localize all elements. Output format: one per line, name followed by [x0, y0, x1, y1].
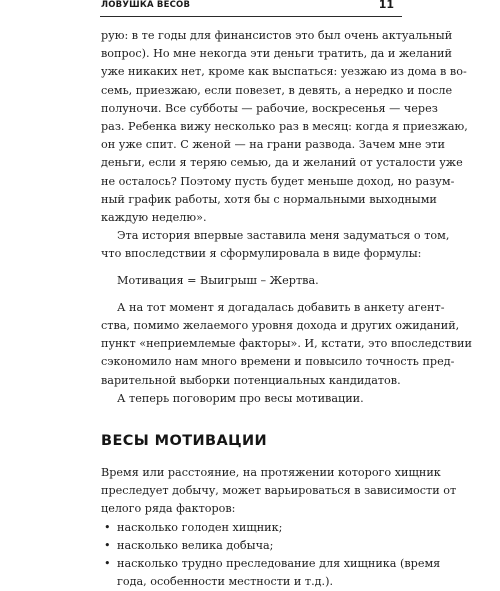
text-line: целого ряда факторов: — [101, 502, 236, 516]
text-line: рую: в те годы для финансистов это был очень актуальный — [101, 29, 453, 42]
paragraph-2 — [101, 227, 450, 263]
text-line: насколько велика добыча; — [117, 538, 274, 552]
body-text — [101, 27, 472, 591]
bullet-icon: • — [104, 538, 111, 552]
list-item — [101, 537, 403, 555]
header-rule — [100, 16, 402, 17]
text-line: А теперь поговорим про весы мотивации. — [117, 391, 364, 405]
text-line: вопрос). Но мне некогда эти деньги тратить, да и желаний — [101, 47, 452, 61]
text-line: уже никаких нет, кроме как выспаться: уезжаю из дома в во- — [101, 65, 467, 79]
text-line: что впоследствии я сформулировала в виде формулы: — [101, 247, 422, 261]
bullet-icon: • — [104, 520, 111, 534]
text-line: сэкономило нам много времени и повысило точность пред- — [101, 355, 455, 369]
list-item — [101, 519, 403, 537]
paragraph-4 — [101, 390, 403, 408]
text-line: семь, приезжаю, если повезет, в девять, а нередко и после — [101, 83, 453, 97]
paragraph-3 — [101, 299, 472, 390]
paragraph-1 — [101, 27, 468, 227]
text-line: раз. Ребенка вижу несколько раз в месяц: когда я приезжаю, — [101, 120, 468, 134]
text-line: насколько голоден хищник; — [117, 520, 283, 534]
text-line: насколько трудно преследование для хищника (время — [117, 557, 441, 571]
text-line: пункт «неприемлемые факторы». И, кстати, это впоследствии — [101, 337, 472, 351]
paragraph-5 — [101, 464, 457, 519]
text-line: деньги, если я теряю семью, да и желаний от усталости уже — [101, 156, 463, 170]
text-line: не осталось? Поэтому пусть будет меньше доход, но разум- — [101, 174, 455, 188]
motivation-formula: Мотивация = Выигрыш – Жертва. — [117, 273, 319, 287]
text-line: Эта история впервые заставила меня задуматься о том, — [117, 229, 450, 243]
text-line: года, особенности местности и т.д.). — [117, 575, 334, 589]
factor-list — [101, 519, 441, 591]
bullet-icon: • — [104, 557, 111, 571]
list-item — [101, 555, 441, 591]
text-line: преследует добычу, может варьироваться в зависимости от — [101, 484, 457, 498]
text-line: каждую неделю». — [101, 211, 207, 225]
text-line: полуночи. Все субботы — рабочие, воскресенья — через — [101, 101, 438, 115]
running-title: ЛОВУШКА ВЕСОВ — [101, 0, 191, 10]
text-line: ства, помимо желаемого уровня дохода и других ожиданий, — [101, 319, 460, 333]
section-heading: ВЕСЫ МОТИВАЦИИ — [101, 433, 268, 450]
text-line: варительной выборки потенциальных кандидатов. — [101, 373, 401, 387]
text-line: ный график работы, хотя бы с нормальными выходными — [101, 192, 437, 206]
text-line: Время или расстояние, на протяжении которого хищник — [101, 466, 441, 480]
text-line: он уже спит. С женой — на грани развода. Зачем мне эти — [101, 138, 445, 152]
text-line: А на тот момент я догадалась добавить в анкету агент- — [117, 300, 445, 314]
page-number: 11 — [378, 0, 394, 11]
